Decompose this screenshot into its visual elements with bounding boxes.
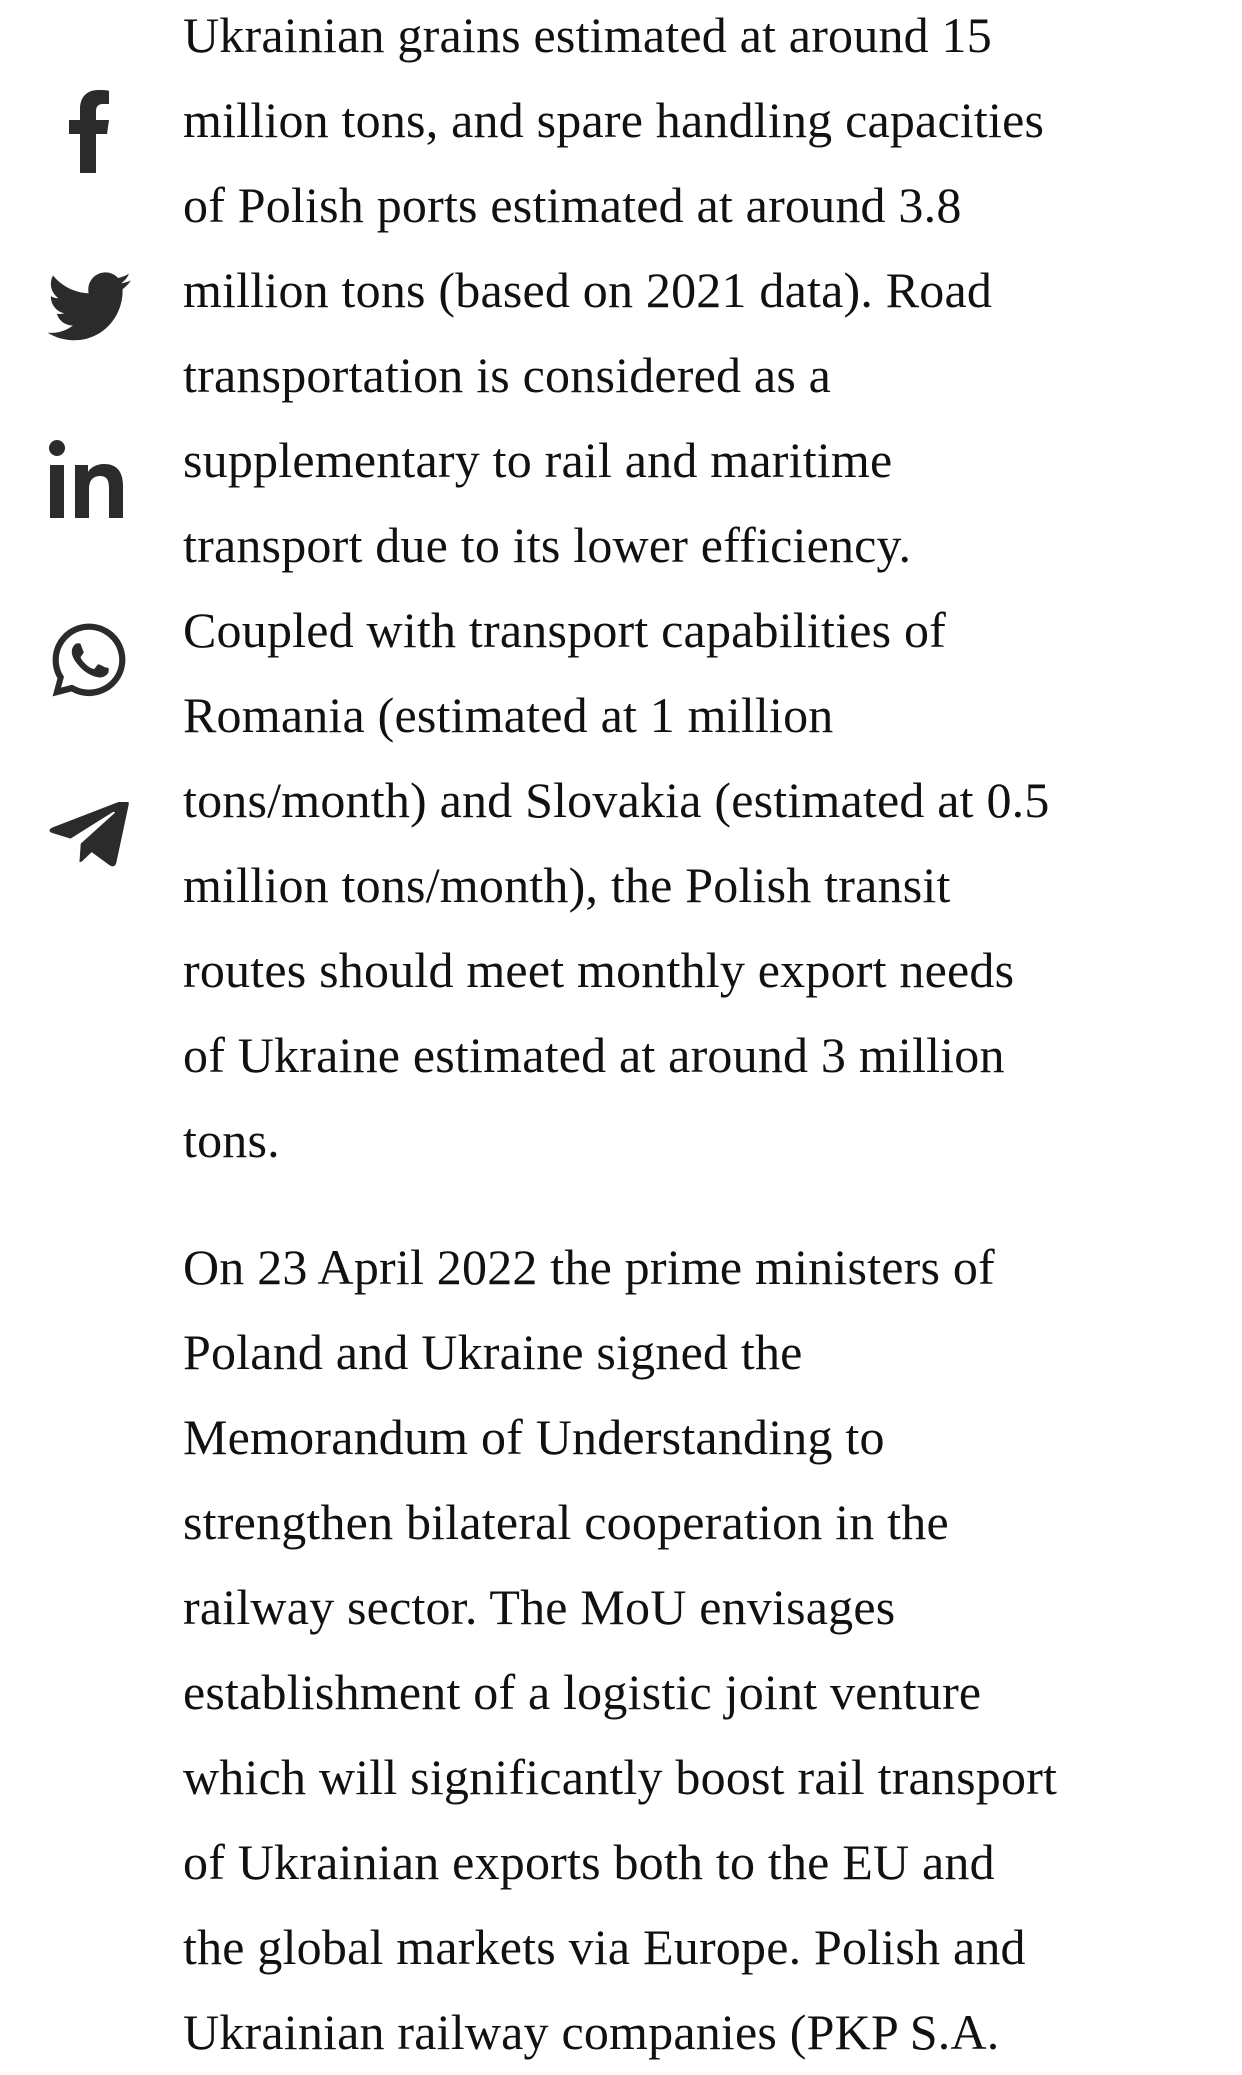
facebook-icon (69, 87, 109, 173)
share-whatsapp-button[interactable] (44, 615, 134, 705)
share-facebook-button[interactable] (44, 85, 134, 175)
twitter-icon (47, 272, 131, 342)
share-linkedin-button[interactable] (44, 435, 134, 525)
linkedin-icon (49, 440, 129, 520)
share-telegram-button[interactable] (44, 790, 134, 880)
telegram-icon (49, 802, 129, 868)
article-paragraph-1: Ukrainian grains estimated at around 15 million tons, and spare handling capacities of Polish ports estimated at around 3.8 million tons (based on 2021 data). Road transportation is considered as a supplementary to rail and maritime transport due to its lower efficiency. Coupled with transport capabilities of Romania (estimated at 1 million tons/month) and Slovakia (estimated at 0.5 million tons/month), the Polish transit routes should meet monthly export needs of Ukraine estimated at around 3 million tons. (183, 7, 1050, 1168)
share-twitter-button[interactable] (44, 262, 134, 352)
article-body (183, 0, 1193, 2075)
share-rail (0, 0, 180, 900)
article-paragraph-2: On 23 April 2022 the prime ministers of Poland and Ukraine signed the Memorandum of Understanding to strengthen bilateral cooperation in the railway sector. The MoU envisages establishment of a logistic joint venture which will significantly boost rail transport of Ukrainian exports both to the EU and the global markets via Europe. Polish and Ukrainian railway companies (PKP S.A. (183, 1239, 1058, 2060)
whatsapp-icon (50, 621, 128, 699)
